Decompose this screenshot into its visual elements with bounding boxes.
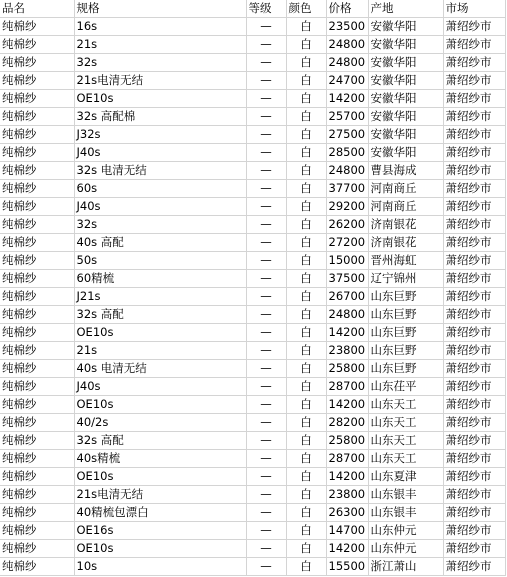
table-row [0, 198, 505, 216]
cell-grade: — [246, 90, 286, 108]
cell-market: 萧绍纱市 [443, 522, 505, 540]
cell-price: 26300 [326, 504, 368, 522]
cell-spec: 21s电清无结 [74, 72, 246, 90]
cell-grade: — [246, 450, 286, 468]
table-row [0, 504, 505, 522]
cell-color: 白 [286, 342, 326, 360]
cell-grade: — [246, 486, 286, 504]
cell-spec: OE10s [74, 324, 246, 342]
cell-origin: 山东天工 [368, 450, 443, 468]
cell-grade: — [246, 522, 286, 540]
cell-color: 白 [286, 414, 326, 432]
cell-spec: 40s 电清无结 [74, 360, 246, 378]
cell-name: 纯棉纱 [0, 252, 74, 270]
cell-name: 纯棉纱 [0, 396, 74, 414]
cell-market: 萧绍纱市 [443, 378, 505, 396]
cell-grade: — [246, 180, 286, 198]
cell-origin: 山东茌平 [368, 378, 443, 396]
cell-price: 27500 [326, 126, 368, 144]
cell-price: 24700 [326, 72, 368, 90]
cell-name: 纯棉纱 [0, 450, 74, 468]
cell-name: 纯棉纱 [0, 162, 74, 180]
cell-spec: OE16s [74, 522, 246, 540]
cell-name: 纯棉纱 [0, 522, 74, 540]
cell-color: 白 [286, 162, 326, 180]
cell-color: 白 [286, 54, 326, 72]
cell-grade: — [246, 432, 286, 450]
cell-grade: — [246, 54, 286, 72]
cell-market: 萧绍纱市 [443, 486, 505, 504]
cell-grade: — [246, 378, 286, 396]
cell-market: 萧绍纱市 [443, 90, 505, 108]
cell-name: 纯棉纱 [0, 360, 74, 378]
cell-color: 白 [286, 180, 326, 198]
cell-market: 萧绍纱市 [443, 198, 505, 216]
table-row [0, 180, 505, 198]
cell-market: 萧绍纱市 [443, 252, 505, 270]
cell-color: 白 [286, 468, 326, 486]
cell-price: 27200 [326, 234, 368, 252]
cell-spec: J40s [74, 144, 246, 162]
cell-spec: 10s [74, 558, 246, 576]
cell-grade: — [246, 504, 286, 522]
cell-spec: 40s精梳 [74, 450, 246, 468]
cell-color: 白 [286, 306, 326, 324]
cell-origin: 安徽华阳 [368, 108, 443, 126]
cell-price: 37500 [326, 270, 368, 288]
cell-spec: 32s [74, 216, 246, 234]
cell-origin: 山东巨野 [368, 342, 443, 360]
cell-color: 白 [286, 36, 326, 54]
cell-grade: — [246, 18, 286, 36]
cell-name: 纯棉纱 [0, 324, 74, 342]
cell-origin: 山东巨野 [368, 360, 443, 378]
cell-spec: J21s [74, 288, 246, 306]
cell-color: 白 [286, 270, 326, 288]
cell-grade: — [246, 342, 286, 360]
cell-color: 白 [286, 126, 326, 144]
cell-spec: 32s 高配 [74, 306, 246, 324]
cell-grade: — [246, 306, 286, 324]
cell-name: 纯棉纱 [0, 414, 74, 432]
table-row [0, 360, 505, 378]
cell-grade: — [246, 414, 286, 432]
cell-spec: 60精梳 [74, 270, 246, 288]
cell-origin: 曹县海成 [368, 162, 443, 180]
cell-price: 14200 [326, 324, 368, 342]
cell-grade: — [246, 252, 286, 270]
cell-origin: 河南商丘 [368, 198, 443, 216]
cell-name: 纯棉纱 [0, 36, 74, 54]
cell-name: 纯棉纱 [0, 126, 74, 144]
cell-origin: 安徽华阳 [368, 144, 443, 162]
cell-grade: — [246, 162, 286, 180]
table-row [0, 288, 505, 306]
cell-market: 萧绍纱市 [443, 54, 505, 72]
cell-grade: — [246, 468, 286, 486]
cell-name: 纯棉纱 [0, 504, 74, 522]
cell-name: 纯棉纱 [0, 342, 74, 360]
cell-price: 15500 [326, 558, 368, 576]
header-origin: 产地 [368, 0, 443, 18]
cell-grade: — [246, 288, 286, 306]
cell-color: 白 [286, 72, 326, 90]
cell-origin: 河南商丘 [368, 180, 443, 198]
cell-color: 白 [286, 216, 326, 234]
cell-market: 萧绍纱市 [443, 162, 505, 180]
cell-name: 纯棉纱 [0, 378, 74, 396]
cell-origin: 山东巨野 [368, 306, 443, 324]
cell-price: 14200 [326, 540, 368, 558]
header-name: 品名 [0, 0, 74, 18]
cell-grade: — [246, 36, 286, 54]
cell-origin: 山东天工 [368, 414, 443, 432]
cell-name: 纯棉纱 [0, 90, 74, 108]
cell-spec: J32s [74, 126, 246, 144]
table-row [0, 108, 505, 126]
cell-name: 纯棉纱 [0, 180, 74, 198]
cell-market: 萧绍纱市 [443, 396, 505, 414]
cell-grade: — [246, 396, 286, 414]
cell-color: 白 [286, 396, 326, 414]
table-row [0, 252, 505, 270]
cell-spec: OE10s [74, 396, 246, 414]
table-row [0, 396, 505, 414]
cell-market: 萧绍纱市 [443, 468, 505, 486]
cell-color: 白 [286, 522, 326, 540]
cell-market: 萧绍纱市 [443, 144, 505, 162]
cell-market: 萧绍纱市 [443, 270, 505, 288]
cell-origin: 山东银丰 [368, 504, 443, 522]
cell-market: 萧绍纱市 [443, 108, 505, 126]
cell-origin: 山东天工 [368, 396, 443, 414]
cell-price: 24800 [326, 36, 368, 54]
cell-spec: 21s电清无结 [74, 486, 246, 504]
cell-color: 白 [286, 540, 326, 558]
cell-market: 萧绍纱市 [443, 288, 505, 306]
table-row [0, 324, 505, 342]
table-row [0, 540, 505, 558]
cell-market: 萧绍纱市 [443, 126, 505, 144]
cell-spec: 32s [74, 54, 246, 72]
cell-grade: — [246, 270, 286, 288]
cell-market: 萧绍纱市 [443, 180, 505, 198]
cell-name: 纯棉纱 [0, 540, 74, 558]
table-row [0, 414, 505, 432]
cell-origin: 浙江萧山 [368, 558, 443, 576]
table-row [0, 162, 505, 180]
table-row [0, 18, 505, 36]
cell-grade: — [246, 324, 286, 342]
cell-name: 纯棉纱 [0, 108, 74, 126]
table-row [0, 36, 505, 54]
cell-market: 萧绍纱市 [443, 432, 505, 450]
cell-origin: 山东夏津 [368, 468, 443, 486]
cell-price: 14200 [326, 396, 368, 414]
cell-grade: — [246, 360, 286, 378]
cell-spec: OE10s [74, 540, 246, 558]
table-body [0, 18, 505, 576]
cell-spec: 21s [74, 36, 246, 54]
cell-spec: 40精梳包漂白 [74, 504, 246, 522]
cell-spec: 21s [74, 342, 246, 360]
cell-spec: 32s 电清无结 [74, 162, 246, 180]
table-row [0, 342, 505, 360]
table-row [0, 234, 505, 252]
cell-origin: 济南银花 [368, 234, 443, 252]
cell-market: 萧绍纱市 [443, 36, 505, 54]
cell-price: 28700 [326, 378, 368, 396]
cell-origin: 山东天工 [368, 432, 443, 450]
table-row [0, 306, 505, 324]
cell-spec: OE10s [74, 90, 246, 108]
cell-origin: 安徽华阳 [368, 18, 443, 36]
cell-color: 白 [286, 198, 326, 216]
cell-color: 白 [286, 90, 326, 108]
cell-market: 萧绍纱市 [443, 360, 505, 378]
table-row [0, 270, 505, 288]
table-row [0, 432, 505, 450]
cell-market: 萧绍纱市 [443, 504, 505, 522]
cell-price: 25700 [326, 108, 368, 126]
cell-market: 萧绍纱市 [443, 414, 505, 432]
cell-price: 15000 [326, 252, 368, 270]
cell-price: 29200 [326, 198, 368, 216]
cell-market: 萧绍纱市 [443, 72, 505, 90]
cell-color: 白 [286, 108, 326, 126]
cell-price: 26700 [326, 288, 368, 306]
cell-price: 24800 [326, 306, 368, 324]
table-row [0, 522, 505, 540]
cell-spec: 40s 高配 [74, 234, 246, 252]
cell-name: 纯棉纱 [0, 72, 74, 90]
table-row [0, 126, 505, 144]
cell-name: 纯棉纱 [0, 144, 74, 162]
cell-color: 白 [286, 18, 326, 36]
header-color: 颜色 [286, 0, 326, 18]
cell-market: 萧绍纱市 [443, 306, 505, 324]
cell-market: 萧绍纱市 [443, 216, 505, 234]
cell-name: 纯棉纱 [0, 18, 74, 36]
cell-origin: 山东仲元 [368, 540, 443, 558]
cell-color: 白 [286, 288, 326, 306]
header-price: 价格 [326, 0, 368, 18]
cell-color: 白 [286, 324, 326, 342]
cell-spec: 32s 高配棉 [74, 108, 246, 126]
table-row [0, 486, 505, 504]
table-row [0, 72, 505, 90]
cell-color: 白 [286, 450, 326, 468]
cell-name: 纯棉纱 [0, 234, 74, 252]
cell-grade: — [246, 144, 286, 162]
table-row [0, 216, 505, 234]
cell-spec: 16s [74, 18, 246, 36]
table-row [0, 378, 505, 396]
cell-origin: 安徽华阳 [368, 72, 443, 90]
cell-grade: — [246, 216, 286, 234]
cell-name: 纯棉纱 [0, 486, 74, 504]
table-row [0, 450, 505, 468]
cell-name: 纯棉纱 [0, 468, 74, 486]
cell-market: 萧绍纱市 [443, 234, 505, 252]
cell-price: 14200 [326, 468, 368, 486]
cell-market: 萧绍纱市 [443, 342, 505, 360]
cell-price: 14700 [326, 522, 368, 540]
table-row [0, 558, 505, 576]
header-spec: 规格 [74, 0, 246, 18]
cell-grade: — [246, 126, 286, 144]
cell-color: 白 [286, 486, 326, 504]
cell-color: 白 [286, 252, 326, 270]
cell-origin: 晋州海虹 [368, 252, 443, 270]
cell-spec: 50s [74, 252, 246, 270]
cell-origin: 安徽华阳 [368, 36, 443, 54]
cell-grade: — [246, 540, 286, 558]
cell-market: 萧绍纱市 [443, 324, 505, 342]
cell-grade: — [246, 558, 286, 576]
cell-market: 萧绍纱市 [443, 540, 505, 558]
cell-name: 纯棉纱 [0, 270, 74, 288]
cell-price: 23800 [326, 342, 368, 360]
cell-name: 纯棉纱 [0, 432, 74, 450]
table-row [0, 468, 505, 486]
cell-market: 萧绍纱市 [443, 450, 505, 468]
header-market: 市场 [443, 0, 505, 18]
cell-price: 28700 [326, 450, 368, 468]
cell-spec: 60s [74, 180, 246, 198]
cell-price: 23500 [326, 18, 368, 36]
header-grade: 等级 [246, 0, 286, 18]
cell-color: 白 [286, 360, 326, 378]
cell-origin: 安徽华阳 [368, 126, 443, 144]
cell-market: 萧绍纱市 [443, 558, 505, 576]
cell-spec: OE10s [74, 468, 246, 486]
cell-origin: 山东银丰 [368, 486, 443, 504]
cell-origin: 山东巨野 [368, 324, 443, 342]
table-row [0, 144, 505, 162]
cell-price: 26200 [326, 216, 368, 234]
cell-price: 14200 [326, 90, 368, 108]
cell-origin: 辽宁锦州 [368, 270, 443, 288]
cell-origin: 山东仲元 [368, 522, 443, 540]
cell-spec: 32s 高配 [74, 432, 246, 450]
cell-origin: 安徽华阳 [368, 54, 443, 72]
cell-spec: J40s [74, 378, 246, 396]
cell-color: 白 [286, 378, 326, 396]
cell-grade: — [246, 108, 286, 126]
cell-name: 纯棉纱 [0, 306, 74, 324]
cell-market: 萧绍纱市 [443, 18, 505, 36]
cell-name: 纯棉纱 [0, 558, 74, 576]
cell-spec: 40/2s [74, 414, 246, 432]
table-row [0, 90, 505, 108]
cell-grade: — [246, 234, 286, 252]
cell-color: 白 [286, 504, 326, 522]
cell-price: 23800 [326, 486, 368, 504]
cell-price: 28500 [326, 144, 368, 162]
cell-color: 白 [286, 234, 326, 252]
cell-color: 白 [286, 558, 326, 576]
cell-name: 纯棉纱 [0, 288, 74, 306]
cell-color: 白 [286, 144, 326, 162]
cell-price: 25800 [326, 360, 368, 378]
cell-origin: 山东巨野 [368, 288, 443, 306]
cell-origin: 安徽华阳 [368, 90, 443, 108]
header-row [0, 0, 505, 18]
cell-price: 25800 [326, 432, 368, 450]
cell-origin: 济南银花 [368, 216, 443, 234]
cell-name: 纯棉纱 [0, 216, 74, 234]
cell-color: 白 [286, 432, 326, 450]
cell-spec: J40s [74, 198, 246, 216]
cell-price: 24800 [326, 162, 368, 180]
cell-price: 28200 [326, 414, 368, 432]
cell-price: 24800 [326, 54, 368, 72]
table-row [0, 54, 505, 72]
cell-name: 纯棉纱 [0, 198, 74, 216]
cell-price: 37700 [326, 180, 368, 198]
cell-grade: — [246, 72, 286, 90]
cell-grade: — [246, 198, 286, 216]
cell-name: 纯棉纱 [0, 54, 74, 72]
